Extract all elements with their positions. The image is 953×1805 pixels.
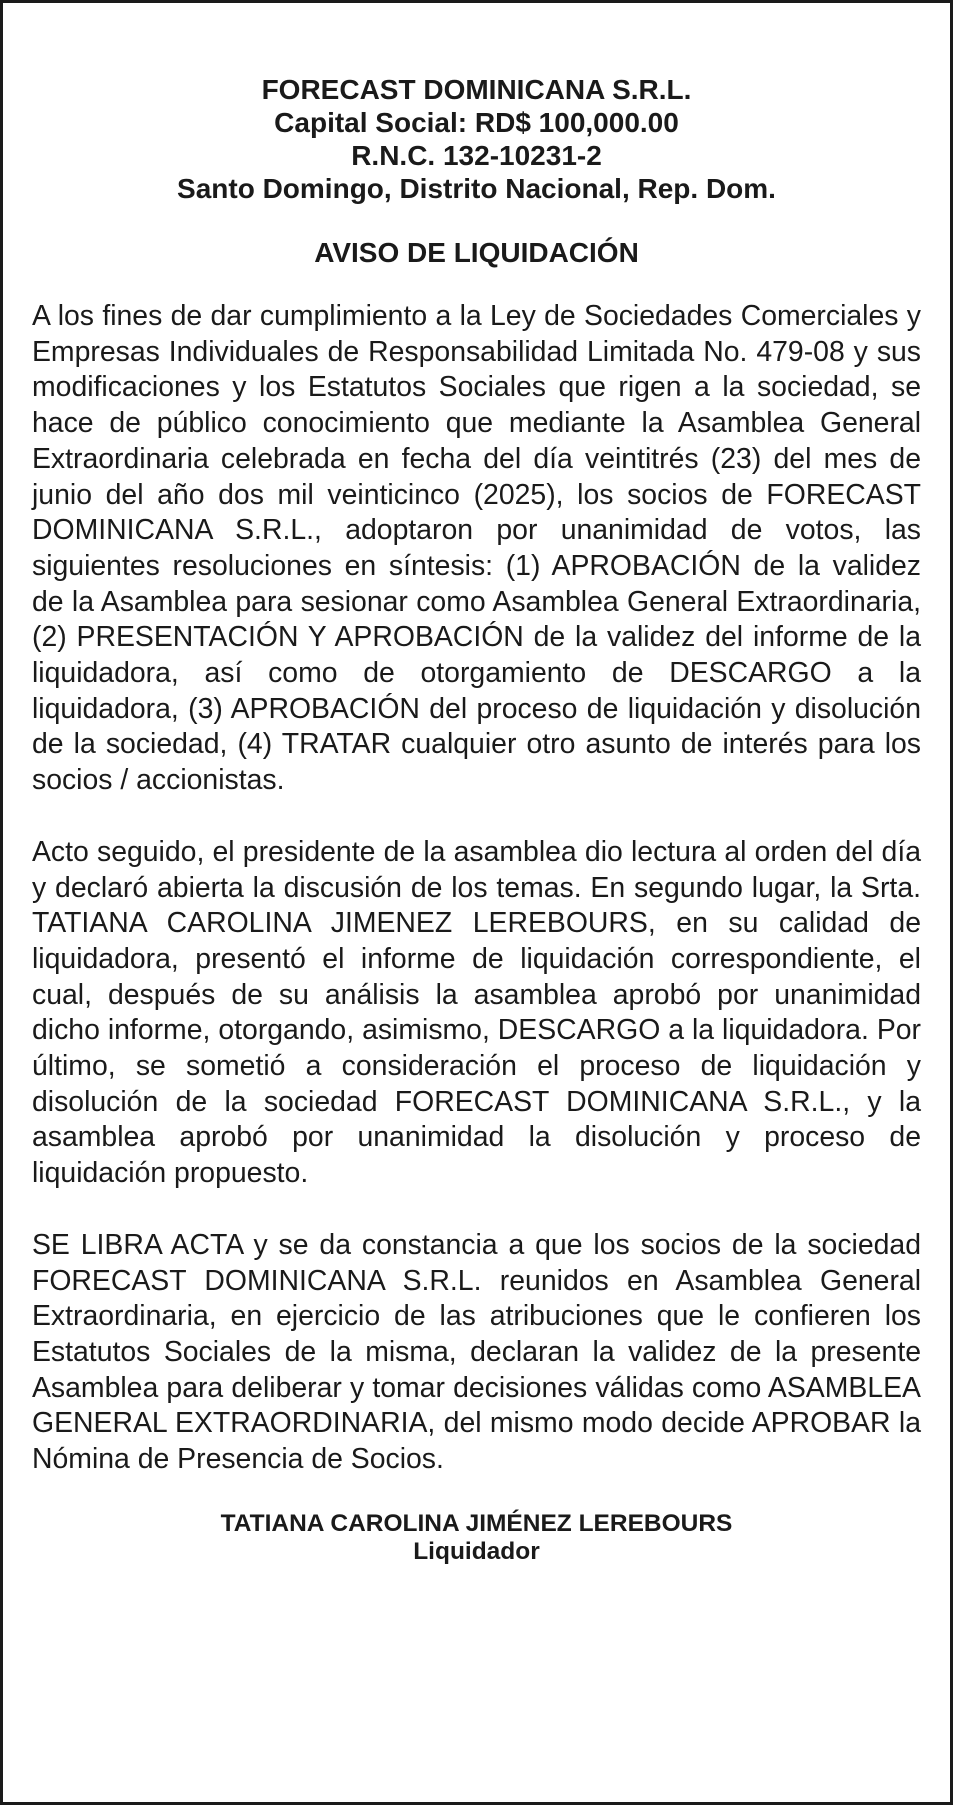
notice-content — [32, 73, 921, 1566]
signature-block — [32, 1510, 921, 1566]
company-capital: Capital Social: RD$ 100,000.00 — [274, 107, 679, 138]
company-name: FORECAST DOMINICANA S.R.L. — [261, 74, 692, 105]
paragraph-resolutions: A los fines de dar cumplimiento a la Ley de Sociedades Comerciales y Empresas Individuales de Responsabilidad Limitada No. 479-08 y sus modificaciones y los Estatutos Sociales que rigen a la sociedad, se hace de público conocimiento que mediante la Asamblea General Extraordinaria celebrada en fecha del día veintitrés (23) del mes de junio del año dos mil veinticinco (2025), los socios de FORECAST DOMINICANA S.R.L., adoptaron por unanimidad de votos, las siguientes resoluciones en síntesis: (1) APROBACIÓN de la validez de la Asamblea para sesionar como Asamblea General Extraordinaria, (2) PRESENTACIÓN Y APROBACIÓN de la validez del informe de la liquidadora, así como de otorgamiento de DESCARGO a la liquidadora, (3) APROBACIÓN del proceso de liquidación y disolución de la sociedad, (4) TRATAR cualquier otro asunto de interés para los socios / accionistas. — [32, 300, 921, 797]
company-header — [32, 73, 921, 205]
notice-title: AVISO DE LIQUIDACIÓN — [314, 237, 639, 268]
company-rnc: R.N.C. 132-10231-2 — [351, 140, 602, 171]
company-location: Santo Domingo, Distrito Nacional, Rep. Dom. — [177, 173, 776, 204]
paragraph-proceedings: Acto seguido, el presidente de la asamblea dio lectura al orden del día y declaró abierta la discusión de los temas. En segundo lugar, la Srta. TATIANA CAROLINA JIMENEZ LEREBOURS, en su calidad de liquidadora, presentó el informe de liquidación correspondiente, el cual, después de su análisis la asamblea aprobó por unanimidad dicho informe, otorgando, asimismo, DESCARGO a la liquidadora. Por último, se sometió a consideración el proceso de liquidación y disolución de la sociedad FORECAST DOMINICANA S.R.L., y la asamblea aprobó por unanimidad la disolución y proceso de liquidación propuesto. — [32, 835, 921, 1190]
signatory-name: TATIANA CAROLINA JIMÉNEZ LEREBOURS — [220, 1509, 733, 1537]
paragraph-acta: SE LIBRA ACTA y se da constancia a que los socios de la sociedad FORECAST DOMINICANA S.R.L. reunidos en Asamblea General Extraordinaria, en ejercicio de las atribuciones que le confieren los Estatutos Sociales de la misma, declaran la validez de la presente Asamblea para deliberar y tomar decisiones válidas como ASAMBLEA GENERAL EXTRAORDINARIA, del mismo modo decide APROBAR la Nómina de Presencia de Socios. — [32, 1228, 921, 1476]
signatory-role: Liquidador — [413, 1537, 540, 1565]
